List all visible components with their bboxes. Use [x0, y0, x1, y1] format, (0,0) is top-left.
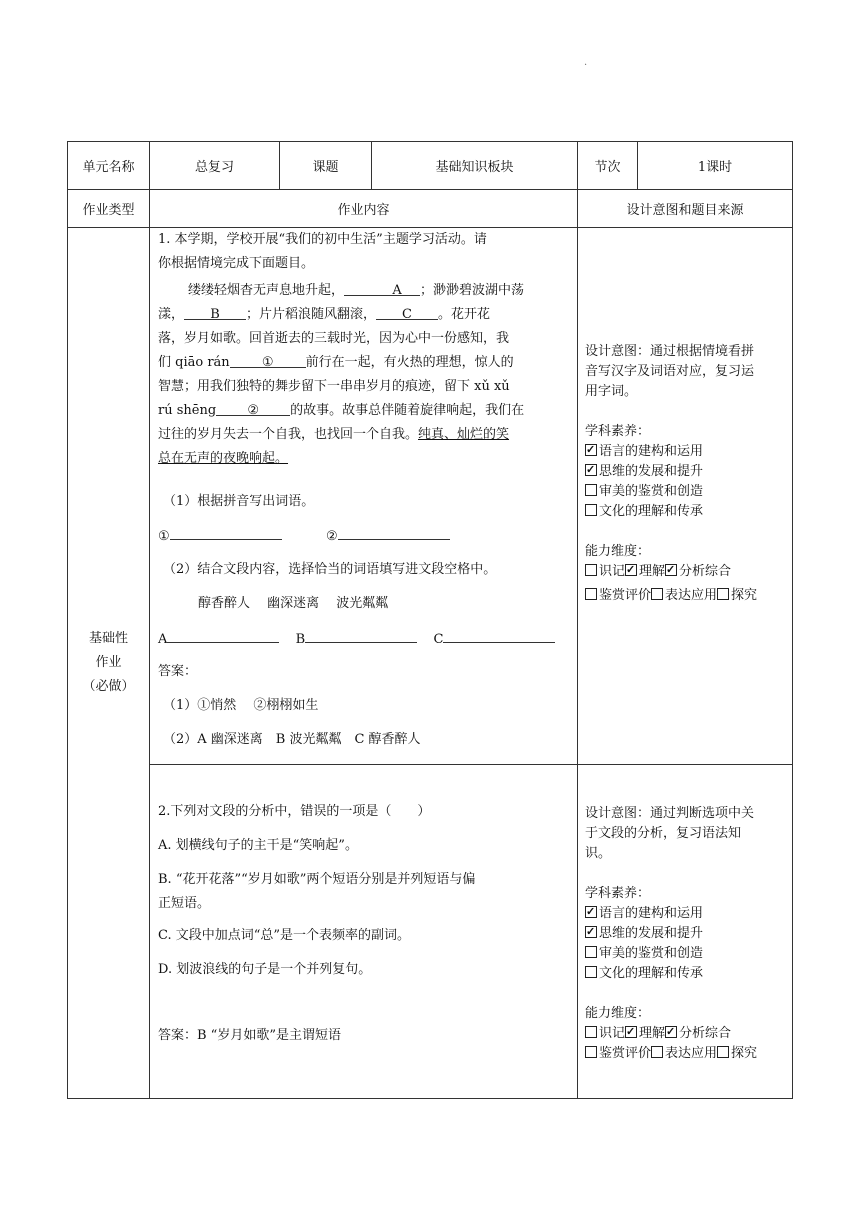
- q2-ability-row-2: 鉴赏评价 表达应用 探究: [585, 1044, 785, 1064]
- intent-label-cell: [578, 190, 792, 228]
- q2-literacy-item: ✓思维的发展和提升: [585, 924, 785, 944]
- period-value: 1课时: [697, 160, 733, 175]
- q2-literacy-item: 文化的理解和传承: [585, 964, 785, 984]
- checked-box-icon: [665, 1026, 677, 1038]
- unit-value-cell: [150, 142, 280, 190]
- q1-answer-1: （1）①悄然 ②栩栩如生: [163, 698, 319, 713]
- q1-ability-title: 能力维度：: [585, 544, 651, 559]
- q1-answer-label: 答案：: [158, 664, 198, 679]
- q1-literacy-item: 文化的理解和传承: [585, 502, 785, 522]
- q2-answer: 答案：B “岁月如歌”是主谓短语: [158, 1028, 341, 1043]
- unchecked-box-icon: [585, 588, 597, 600]
- q1-answer-2: （2）A 幽深迷离 B 波光粼粼 C 醇香醉人: [163, 732, 421, 747]
- category-cell: [68, 228, 150, 1098]
- q2-option-b: B. “花开花落”“岁月如歌”两个短语分别是并列短语与偏 正短语。: [158, 872, 476, 911]
- checked-box-icon: [665, 564, 677, 576]
- q1-sub1: （1）根据拼音写出词语。: [163, 494, 315, 509]
- q1-stem-line-2: 你根据情境完成下面题目。: [158, 256, 315, 271]
- unchecked-box-icon: [717, 1046, 729, 1058]
- unchecked-box-icon: [585, 946, 597, 958]
- q1-stem: [158, 228, 574, 276]
- period-value-cell: [638, 142, 792, 190]
- q1-intent-line-3: 用字词。: [585, 384, 638, 399]
- blank-1: ①: [230, 351, 306, 368]
- unit-label-cell: [68, 142, 150, 190]
- q1-sub1-answers: ① ②: [158, 523, 578, 549]
- topic-label-cell: [280, 142, 372, 190]
- type-label-cell: [68, 190, 150, 228]
- q2-intent-line-2: 于文段的分析，复习语法知: [585, 826, 742, 841]
- category-line-1: 基础性: [88, 631, 128, 646]
- q1-literacy-item: ✓语言的建构和运用: [585, 442, 785, 462]
- underlined-sentence-2: 总在无声的夜晚响起。: [158, 451, 289, 466]
- q1-intent-line-2: 音写汉字及词语对应，复习运: [585, 364, 755, 379]
- checked-box-icon: [585, 444, 597, 456]
- intent-label: 设计意图和题目来源: [626, 203, 744, 218]
- answer-blank-b[interactable]: [305, 626, 417, 643]
- topic-value: 基础知识板块: [435, 160, 514, 175]
- q2-intent-line-1: 设计意图：通过判断选项中关: [585, 806, 755, 821]
- q2-literacy-title: 学科素养：: [585, 886, 651, 901]
- underlined-sentence-1: 纯真、灿烂的笑: [418, 427, 510, 442]
- content-label: 作业内容: [337, 203, 390, 218]
- period-label: 节次: [594, 160, 621, 175]
- checked-box-icon: [585, 926, 597, 938]
- answer-blank-a[interactable]: [167, 626, 279, 643]
- q2-ability-title: 能力维度：: [585, 1006, 651, 1021]
- blank-2: ②: [216, 399, 290, 416]
- q2-stem: 2.下列对文段的分析中，错误的一项是（ ）: [158, 804, 431, 819]
- unchecked-box-icon: [717, 588, 729, 600]
- q1-sub2-answers: A B C: [158, 626, 578, 652]
- answer-blank-c[interactable]: [443, 626, 555, 643]
- topic-label: 课题: [312, 160, 339, 175]
- checked-box-icon: [625, 1026, 637, 1038]
- checked-box-icon: [585, 464, 597, 476]
- q2-option-d: D. 划波浪线的句子是一个并列复句。: [158, 962, 372, 977]
- q2-option-c: C. 文段中加点词“总”是一个表频率的副词。: [158, 928, 411, 943]
- unchecked-box-icon: [585, 484, 597, 496]
- category-line-3: （必做）: [82, 679, 135, 694]
- blank-a: A: [344, 279, 420, 296]
- unchecked-box-icon: [585, 1046, 597, 1058]
- q2-ability-row-1: 识记✓ 理解✓ 分析综合: [585, 1024, 785, 1044]
- topic-value-cell: [372, 142, 578, 190]
- q1-stem-line-1: 1. 本学期，学校开展“我们的初中生活”主题学习活动。请: [158, 232, 487, 247]
- blank-b: B: [184, 303, 246, 320]
- q1-ability-row-1: 识记✓ 理解✓ 分析综合: [585, 562, 785, 582]
- unchecked-box-icon: [585, 504, 597, 516]
- type-label: 作业类型: [82, 203, 135, 218]
- q2-literacy-item: 审美的鉴赏和创造: [585, 944, 785, 964]
- content-label-cell: [150, 190, 578, 228]
- unchecked-box-icon: [585, 966, 597, 978]
- header-mark: ·: [584, 60, 588, 71]
- q2-literacy-item: ✓语言的建构和运用: [585, 904, 785, 924]
- word-options: 醇香醉人 幽深迷离 波光粼粼: [198, 596, 389, 611]
- q1-passage: 缕缕轻烟杳无声息地升起， A ；渺渺碧波湖中荡 漾， B ；片片稻浪随风翻滚， C 。花开花 落，岁月如歌。回首逝去的三载时光，因为心中一份感知，我 们 qiāo rán ① 前行在一起，有火热的理想，惊人的 智慧；用我们独特的舞步留下一串串岁月的痕迹，留下 xǔ xǔ rú shēng ② 的故事。故事总伴随着旋律响起，我们在 过往的岁月失去一个自我，也找回一个自我。纯真、灿烂的笑 总在无声的夜晚响起。: [158, 279, 574, 471]
- unchecked-box-icon: [651, 1046, 663, 1058]
- checked-box-icon: [585, 906, 597, 918]
- answer-blank-1[interactable]: [170, 523, 282, 540]
- q1-literacy-item: 审美的鉴赏和创造: [585, 482, 785, 502]
- q1-literacy-title: 学科素养：: [585, 424, 651, 439]
- q1-sub2: （2）结合文段内容，选择恰当的词语填写进文段空格中。: [163, 562, 497, 577]
- unit-label: 单元名称: [82, 160, 135, 175]
- q2-side-panel: [585, 804, 785, 1064]
- unchecked-box-icon: [651, 588, 663, 600]
- blank-c: C: [376, 303, 438, 320]
- unchecked-box-icon: [585, 564, 597, 576]
- unchecked-box-icon: [585, 1026, 597, 1038]
- q1-ability-row-2: 鉴赏评价 表达应用 探究: [585, 586, 785, 606]
- q1-side-panel: [585, 342, 785, 606]
- q1-intent-line-1: 设计意图：通过根据情境看拼: [585, 344, 755, 359]
- answer-blank-2[interactable]: [338, 523, 450, 540]
- checked-box-icon: [625, 564, 637, 576]
- category-line-2: 作业: [95, 655, 122, 670]
- q2-intent-line-3: 识。: [585, 846, 612, 861]
- period-label-cell: [578, 142, 638, 190]
- q1-literacy-item: ✓思维的发展和提升: [585, 462, 785, 482]
- unit-value: 总复习: [194, 160, 234, 175]
- q2-option-a: A. 划横线句子的主干是“笑响起”。: [158, 838, 358, 853]
